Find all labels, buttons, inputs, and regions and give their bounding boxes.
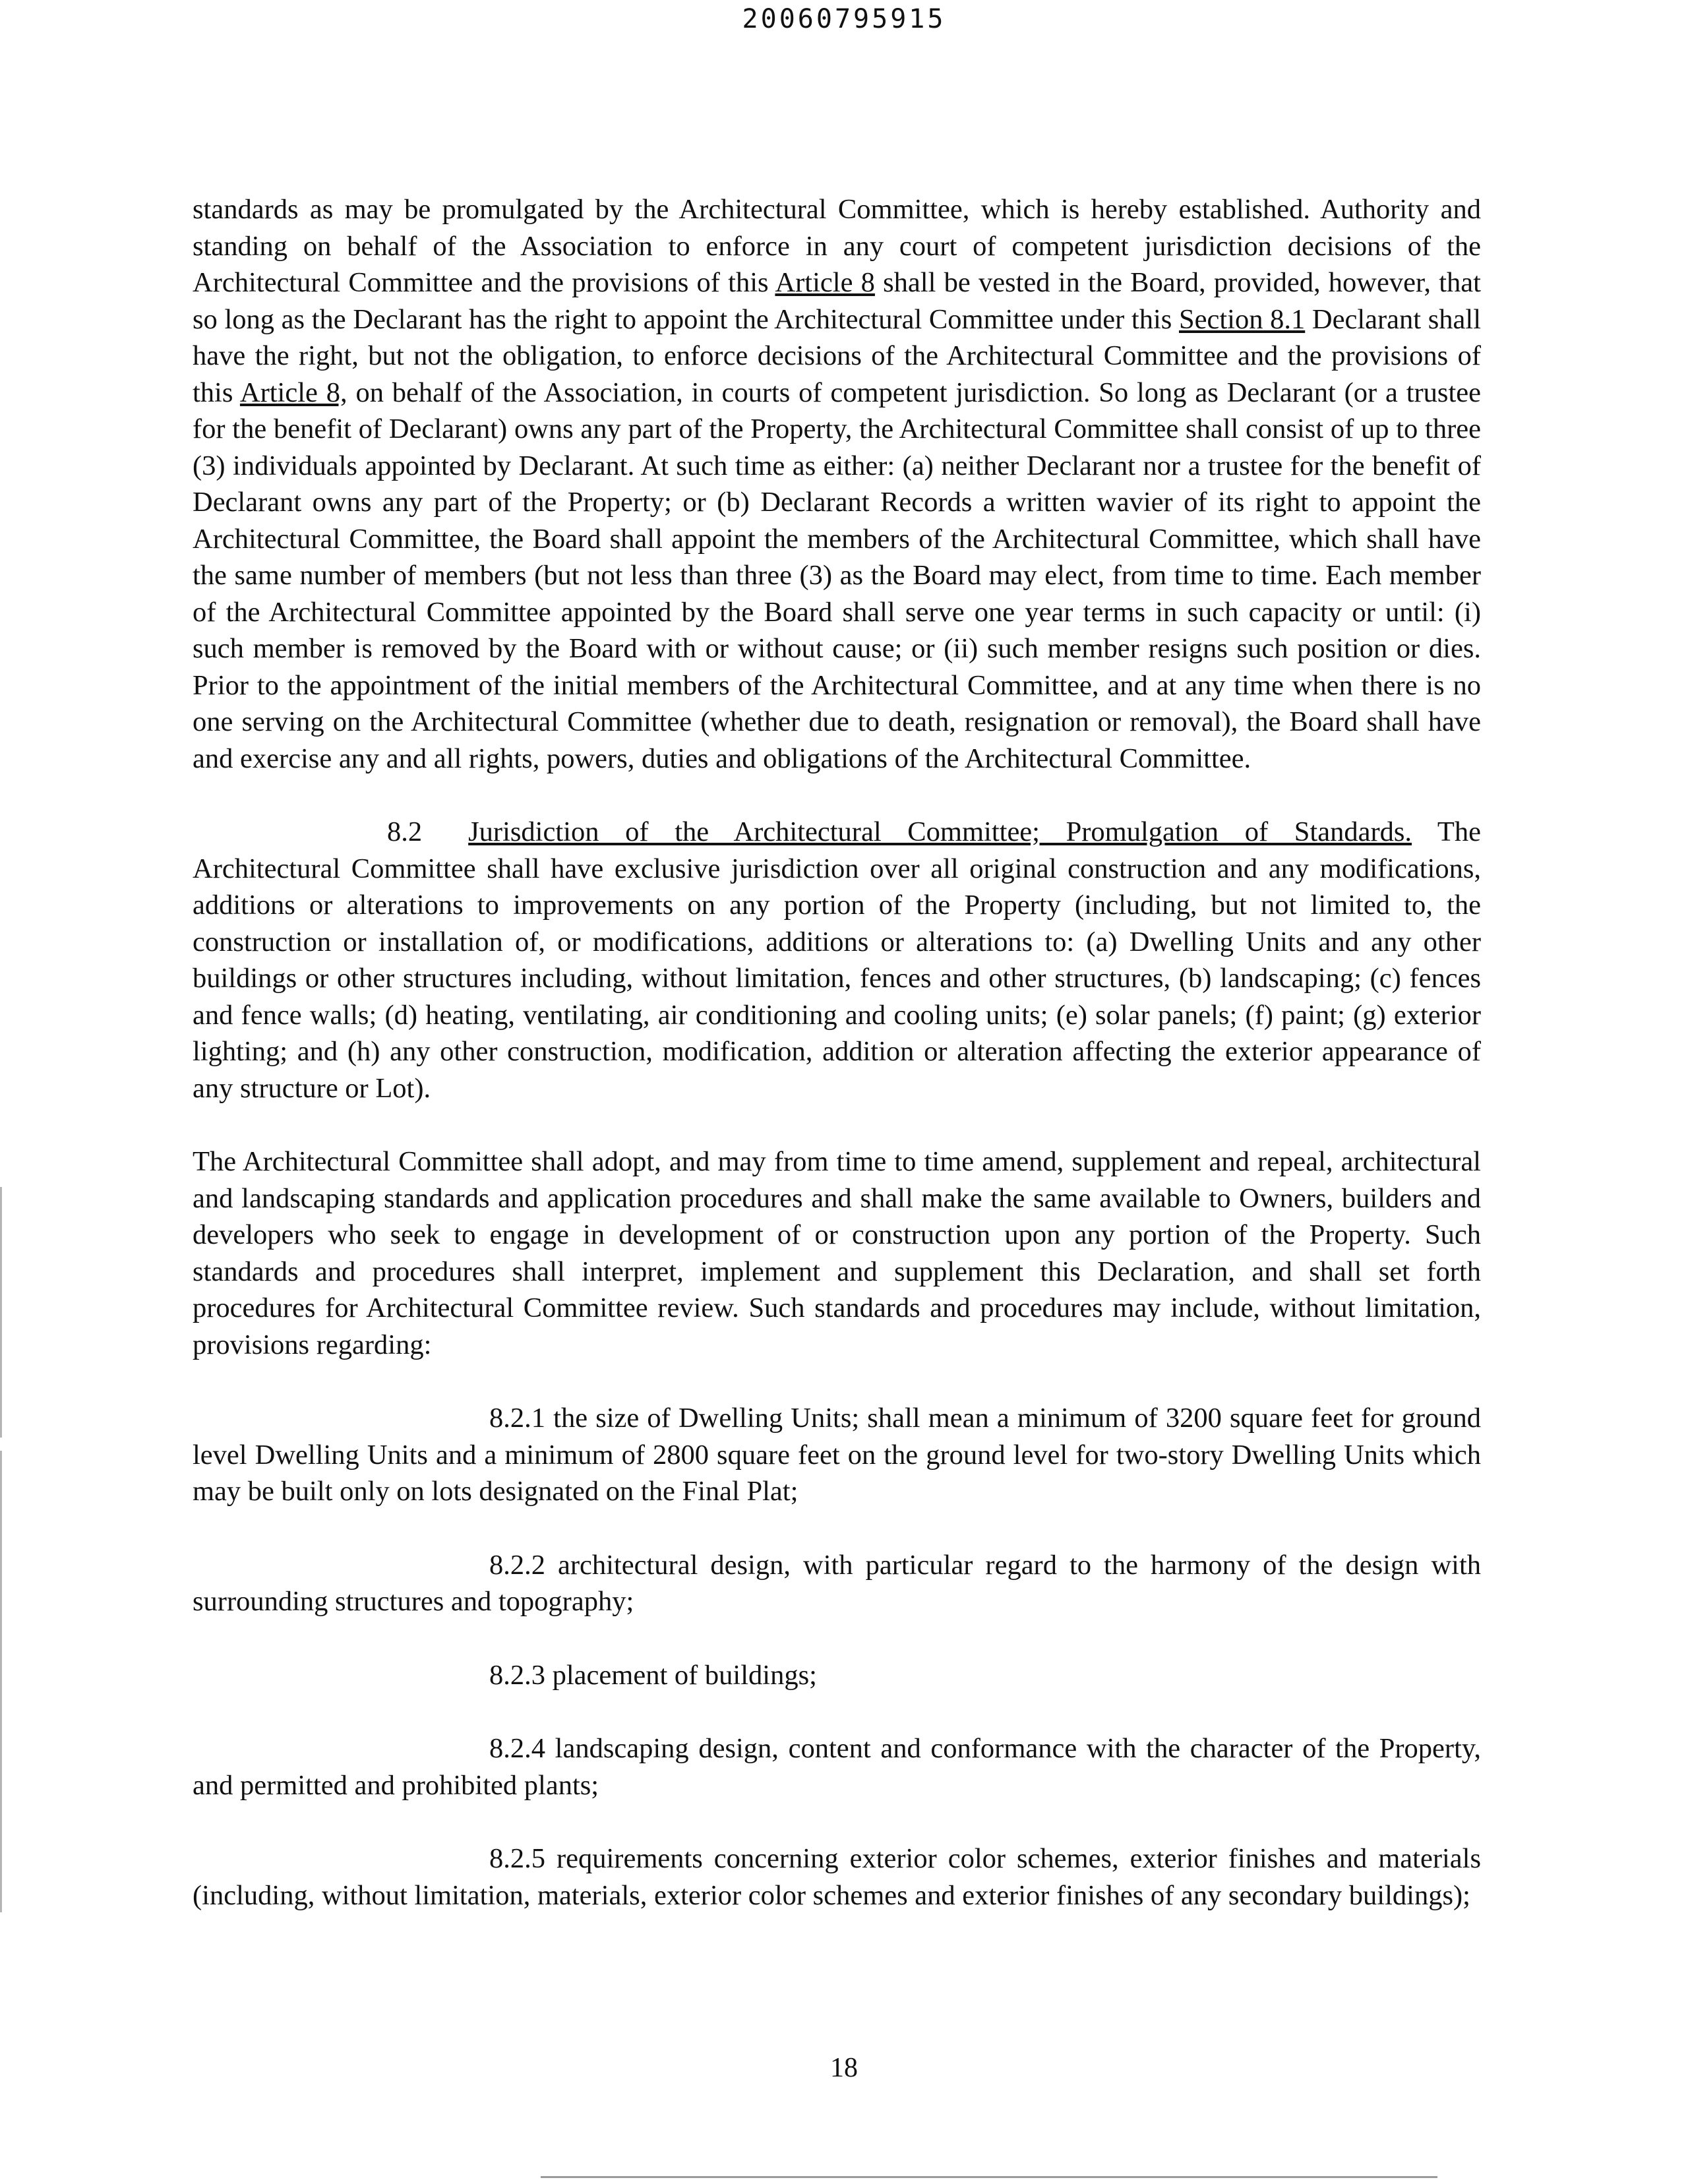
article-8-reference: Article 8,: [239, 377, 347, 408]
page-number: 18: [830, 2053, 858, 2083]
scan-edge-mark: [0, 1187, 2, 1438]
paragraph-text: standards as may be promulgated by the Architectural Committee, which is hereby established. Authority and standing on behalf of the Association to enforce in any court of competent jurisdiction decisions of the Architectural Committee and the provisions of this: [193, 194, 1481, 298]
list-item-8-2-5: 8.2.5 requirements concerning exterior color schemes, exterior finishes and materials (including, without limitation, materials, exterior color schemes and exterior finishes of any secondary buildings);: [193, 1843, 1481, 1911]
article-8-reference: Article 8: [775, 267, 875, 298]
scan-edge-mark: [0, 1451, 2, 1912]
section-heading: Jurisdiction of the Architectural Committee; Promulgation of Standards.: [468, 816, 1412, 847]
list-item-8-2-3: 8.2.3 placement of buildings;: [489, 1659, 817, 1691]
scan-bottom-rule: [541, 2176, 1437, 2178]
list-item-8-2-4: 8.2.4 landscaping design, content and conformance with the character of the Property, and permitted and prohibited plants;: [193, 1733, 1481, 1801]
paragraph-architectural-committee: [193, 191, 1481, 777]
paragraph-text: Declarant shall have the right, but not the obligation, to enforce decisions of the Architectural Committee and the provisions of this: [193, 303, 1482, 408]
paragraph-text: on behalf of the Association, in courts of competent jurisdiction. So long as Declarant (or a trustee for the benefit of Declarant) owns any part of the Property, the Architectural Committee shall consist of up to three (3) individuals appointed by Declarant. At such time as either: (a) neither Declarant nor a trustee for the benefit of Declarant owns any part of the Property; or (b) Declarant Records a written wavier of its right to appoint the Architectural Committee, the Board shall appoint the members of the Architectural Committee, which shall have the same number of members (but not less than three (3) as the Board may elect, from time to time. Each member of the Architectural Committee appointed by the Board shall serve one year terms in such capacity or until: (i) such member is removed by the Board with or without cause; or (ii) such member resigns such position or dies. Prior to the appointment of the initial members of the Architectural Committee, and at any time when there is no one serving on the Architectural Committee (whether due to death, resignation or removal), the Board shall have and exercise any and all rights, powers, duties and obligations of the Architectural Committee.: [193, 377, 1481, 774]
section-8-2: [193, 814, 1481, 1107]
document-number: 20060795915: [742, 4, 946, 34]
section-8-1-reference: Section 8.1: [1178, 303, 1306, 335]
section-number: 8.2: [387, 816, 423, 847]
list-item-8-2-1: 8.2.1 the size of Dwelling Units; shall mean a minimum of 3200 square feet for ground level Dwelling Units and a minimum of 2800 square feet on the ground level for two-story Dwelling Units which may be built only on lots designated on the Final Plat;: [193, 1403, 1481, 1507]
paragraph-standards: The Architectural Committee shall adopt, and may from time to time amend, supplement and repeal, architectural and landscaping standards and application procedures and shall make the same available to Owners, builders and developers who seek to engage in development of or construction upon any portion of the Property. Such standards and procedures shall interpret, implement and supplement this Declaration, and shall set forth procedures for Architectural Committee review. Such standards and procedures may include, without limitation, provisions regarding:: [193, 1146, 1481, 1360]
section-text: The Architectural Committee shall have exclusive jurisdiction over all original construction and any modifications, additions or alterations to improvements on any portion of the Property (including, but not limited to, the construction or installation of, or modifications, additions or alterations to: (a) Dwelling Units and any other buildings or other structures including, without limitation, fences and other structures, (b) landscaping; (c) fences and fence walls; (d) heating, ventilating, air conditioning and cooling units; (e) solar panels; (f) paint; (g) exterior lighting; and (h) any other construction, modification, addition or alteration affecting the exterior appearance of any structure or Lot).: [193, 816, 1481, 1104]
paragraph-text: shall be vested in the Board, provided, however, that so long as the Declarant has the right to appoint the Architectural Committee under this: [193, 267, 1481, 335]
document-body: [193, 191, 1481, 1914]
list-item-8-2-2: 8.2.2 architectural design, with particular regard to the harmony of the design with surrounding structures and topography;: [193, 1549, 1481, 1617]
